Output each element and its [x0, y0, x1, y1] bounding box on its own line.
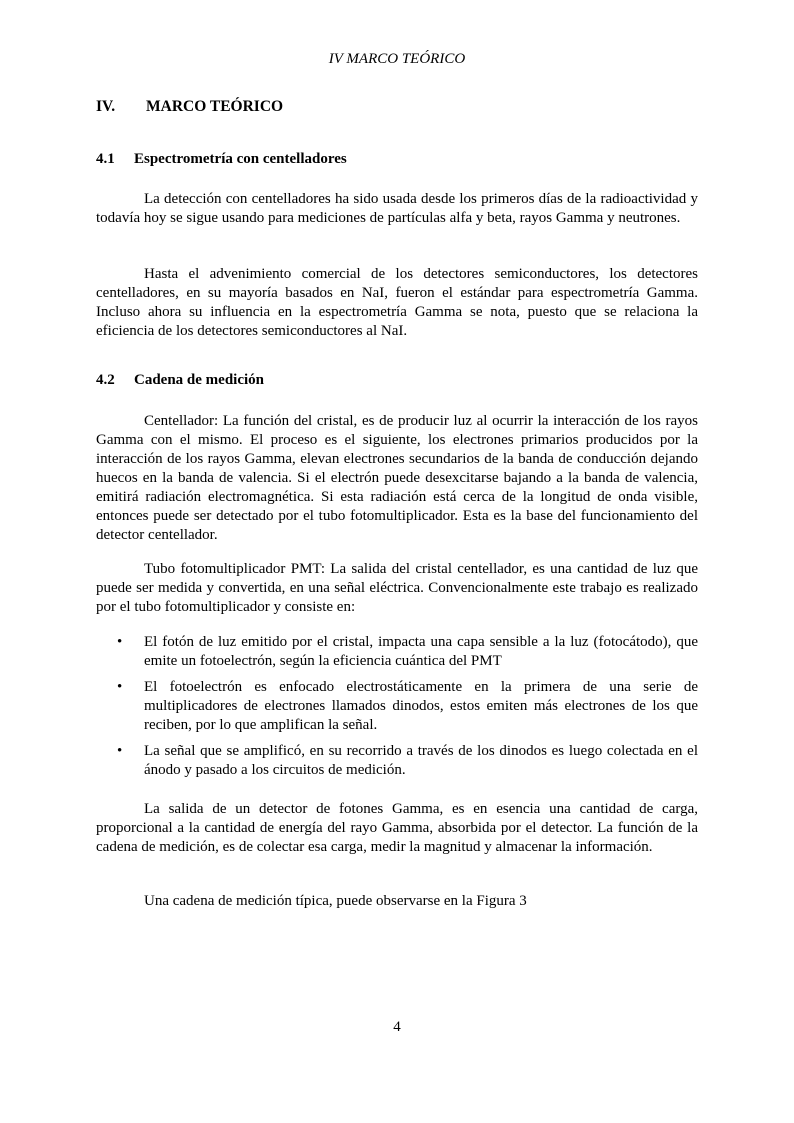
section-number: 4.1 — [96, 151, 115, 167]
chapter-title — [96, 97, 283, 116]
chapter-number: IV. — [96, 98, 116, 115]
pmt-steps-list — [96, 633, 698, 787]
list-item — [96, 633, 698, 671]
paragraph-output: La salida de un detector de fotones Gamma, es en esencia una cantidad de carga, proporcional a la cantidad de energía del rayo Gamma, absorbida por el detector. La función de la cadena de medición, es de colectar esa carga, medir la magnitud y almacenar la información. — [96, 801, 698, 855]
page-number: 4 — [393, 1019, 401, 1035]
paragraph-pmt: Tubo fotomultiplicador PMT: La salida del cristal centellador, es una cantidad de luz que puede ser medida y convertida, en una señal eléctrica. Convencionalmente este trabajo es realizado por el tubo fotomultiplicador y consiste en: — [96, 561, 698, 615]
section-number: 4.2 — [96, 372, 115, 388]
section-title: Espectrometría con centelladores — [134, 151, 347, 167]
list-item — [96, 678, 698, 735]
section-heading-4-1 — [96, 150, 347, 169]
bullet-icon: • — [117, 634, 123, 650]
bullet-icon: • — [117, 679, 123, 695]
paragraph-scintillator: Centellador: La función del cristal, es de producir luz al ocurrir la interacción de los rayos Gamma con el mismo. El proceso es el siguiente, los electrones primarios producidos por la interacción de los rayos Gamma, elevan electrones secundarios de la banda de conducción dejando huecos en la banda de valencia. Si el electrón puede desexcitarse bajando a la banda de valencia, emitirá radiación electromagnética. Si esta radiación está cerca de la longitud de onda visible, entonces puede ser detectado por el tubo fotomultiplicador. Esta es la base del funcionamiento del detector centellador. — [96, 413, 698, 543]
list-item-text: El fotoelectrón es enfocado electrostáticamente en la primera de una serie de multiplicadores de electrones llamados dinodos, estos emiten más electrones de los que reciben, por lo que amplifican la señal. — [144, 679, 698, 733]
paragraph-detection: La detección con centelladores ha sido usada desde los primeros días de la radioactividad y todavía hoy se sigue usando para mediciones de partículas alfa y beta, rayos Gamma y neutrones. — [96, 191, 698, 226]
paragraph-figure-reference: Una cadena de medición típica, puede observarse en la Figura 3 — [144, 893, 527, 909]
list-item — [96, 742, 698, 780]
section-title: Cadena de medición — [134, 372, 265, 388]
section-heading-4-2 — [96, 371, 264, 390]
running-header: IV MARCO TEÓRICO — [328, 51, 466, 67]
list-item-text: La señal que se amplificó, en su recorrido a través de los dinodos es luego colectada en el ánodo y pasado a los circuitos de medición. — [144, 743, 698, 778]
bullet-icon: • — [117, 743, 123, 759]
paragraph-semiconductors: Hasta el advenimiento comercial de los detectores semiconductores, los detectores centelladores, en su mayoría basados en NaI, fueron el estándar para espectrometría Gamma. Incluso ahora su influencia en la espectrometría Gamma se nota, puesto que se relaciona la eficiencia de los detectores semiconductores al NaI. — [96, 266, 698, 339]
chapter-title-text: MARCO TEÓRICO — [146, 98, 284, 115]
list-item-text: El fotón de luz emitido por el cristal, impacta una capa sensible a la luz (fotocátodo), que emite un fotoelectrón, según la eficiencia cuántica del PMT — [144, 634, 698, 669]
